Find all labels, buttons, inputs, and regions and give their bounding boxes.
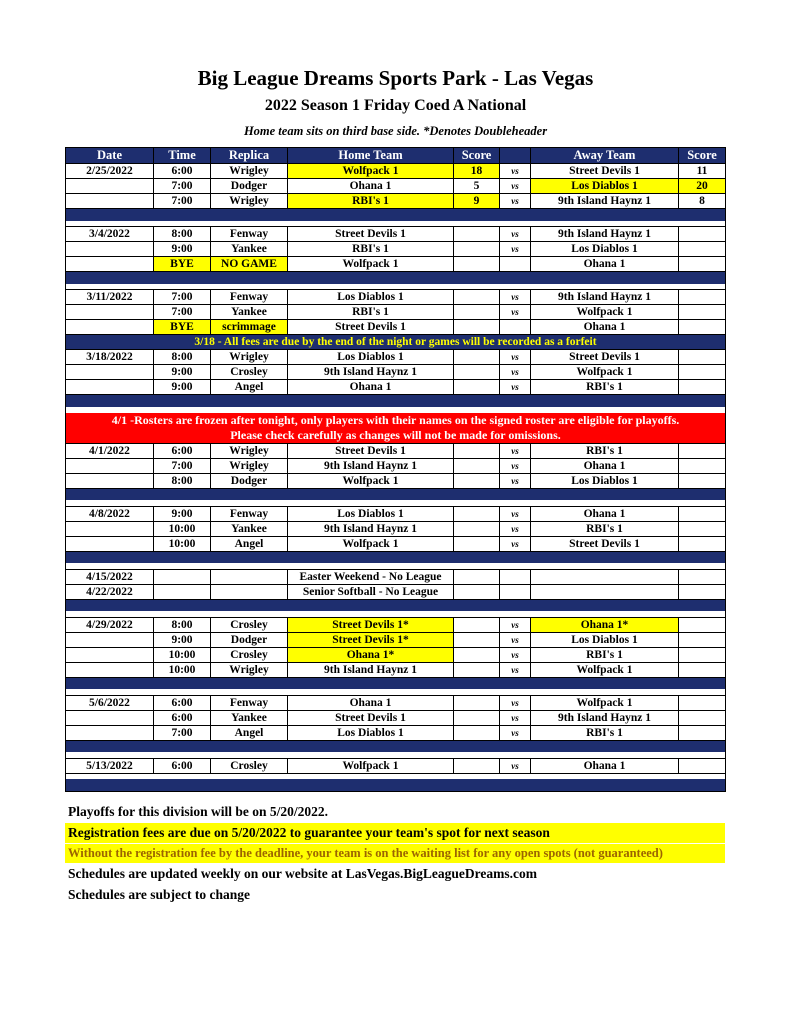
away-score-cell (679, 227, 726, 242)
replica-cell: Yankee (211, 521, 288, 536)
away-score-cell (679, 350, 726, 365)
time-cell: 8:00 (154, 617, 211, 632)
vs-label: vs (500, 242, 531, 257)
away-team-cell: Ohana 1 (531, 758, 679, 773)
separator-row (66, 551, 726, 563)
date-cell (66, 662, 154, 677)
home-team-cell: Street Devils 1* (288, 632, 454, 647)
away-score-cell (679, 647, 726, 662)
separator-bar (66, 272, 726, 284)
vs-label: vs (500, 227, 531, 242)
away-score-cell (679, 617, 726, 632)
vs-label (500, 257, 531, 272)
date-cell: 3/11/2022 (66, 290, 154, 305)
away-team-cell (531, 569, 679, 584)
vs-label: vs (500, 305, 531, 320)
away-score-cell: 8 (679, 194, 726, 209)
home-team-cell: Street Devils 1 (288, 710, 454, 725)
home-team-cell: RBI's 1 (288, 242, 454, 257)
away-team-cell: 9th Island Haynz 1 (531, 290, 679, 305)
time-cell: 9:00 (154, 365, 211, 380)
home-score-cell (454, 569, 500, 584)
game-row (66, 569, 726, 584)
home-score-cell (454, 365, 500, 380)
vs-label: vs (500, 290, 531, 305)
separator-row (66, 677, 726, 689)
away-score-cell (679, 443, 726, 458)
date-cell (66, 536, 154, 551)
home-score-cell: 5 (454, 179, 500, 194)
game-row (66, 443, 726, 458)
roster-banner-row (66, 413, 726, 428)
away-team-cell: Wolfpack 1 (531, 305, 679, 320)
date-cell: 3/4/2022 (66, 227, 154, 242)
game-row (66, 164, 726, 179)
time-cell: 7:00 (154, 194, 211, 209)
home-score-cell (454, 380, 500, 395)
away-score-cell (679, 662, 726, 677)
game-row (66, 305, 726, 320)
away-score-cell (679, 584, 726, 599)
home-score-cell (454, 521, 500, 536)
date-cell (66, 647, 154, 662)
vs-label (500, 569, 531, 584)
vs-label: vs (500, 380, 531, 395)
away-team-cell: RBI's 1 (531, 443, 679, 458)
home-team-cell: 9th Island Haynz 1 (288, 365, 454, 380)
date-cell (66, 305, 154, 320)
vs-label: vs (500, 647, 531, 662)
date-cell (66, 632, 154, 647)
time-cell: 6:00 (154, 164, 211, 179)
vs-label: vs (500, 179, 531, 194)
away-score-cell (679, 242, 726, 257)
home-team-cell: Easter Weekend - No League (288, 569, 454, 584)
home-score-cell (454, 290, 500, 305)
home-team-cell: Wolfpack 1 (288, 758, 454, 773)
away-score-cell (679, 695, 726, 710)
separator-row (66, 209, 726, 221)
replica-cell: Wrigley (211, 662, 288, 677)
home-score-cell (454, 632, 500, 647)
home-team-cell: Ohana 1* (288, 647, 454, 662)
vs-label: vs (500, 617, 531, 632)
home-score-cell (454, 257, 500, 272)
home-score-cell (454, 350, 500, 365)
replica-cell (211, 584, 288, 599)
separator-row (66, 395, 726, 407)
home-team-cell: Los Diablos 1 (288, 725, 454, 740)
home-team-cell: Wolfpack 1 (288, 164, 454, 179)
home-score-cell (454, 320, 500, 335)
game-row (66, 242, 726, 257)
away-score-cell (679, 365, 726, 380)
game-row (66, 584, 726, 599)
vs-label: vs (500, 458, 531, 473)
away-score-cell: 20 (679, 179, 726, 194)
col-header-home-score: Score (454, 148, 500, 164)
date-cell (66, 458, 154, 473)
footer (65, 802, 725, 905)
footer-line: Playoffs for this division will be on 5/20/2022. (68, 803, 329, 819)
away-team-cell: Wolfpack 1 (531, 695, 679, 710)
away-team-cell: Ohana 1* (531, 617, 679, 632)
replica-cell: Wrigley (211, 194, 288, 209)
replica-cell: Wrigley (211, 458, 288, 473)
game-row (66, 536, 726, 551)
date-cell (66, 242, 154, 257)
home-team-cell: Los Diablos 1 (288, 290, 454, 305)
home-score-cell (454, 443, 500, 458)
replica-cell: Yankee (211, 242, 288, 257)
away-score-cell (679, 458, 726, 473)
separator-bar (66, 551, 726, 563)
away-team-cell: Wolfpack 1 (531, 365, 679, 380)
col-header-date: Date (66, 148, 154, 164)
home-score-cell (454, 617, 500, 632)
page-title: Big League Dreams Sports Park - Las Vegas (197, 66, 594, 90)
home-score-cell (454, 695, 500, 710)
vs-label: vs (500, 710, 531, 725)
time-cell: 8:00 (154, 473, 211, 488)
away-score-cell (679, 710, 726, 725)
replica-cell: Fenway (211, 227, 288, 242)
replica-cell: Dodger (211, 632, 288, 647)
replica-cell: Angel (211, 725, 288, 740)
vs-label (500, 584, 531, 599)
home-score-cell (454, 242, 500, 257)
roster-banner: Please check carefully as changes will not be made for omissions. (66, 428, 726, 444)
fees-notice-row (66, 335, 726, 350)
date-cell (66, 365, 154, 380)
time-cell: 7:00 (154, 179, 211, 194)
away-score-cell (679, 506, 726, 521)
home-team-cell: RBI's 1 (288, 194, 454, 209)
game-row (66, 350, 726, 365)
replica-cell: Angel (211, 380, 288, 395)
away-score-cell (679, 473, 726, 488)
date-cell: 5/6/2022 (66, 695, 154, 710)
footer-line: Without the registration fee by the deadline, your team is on the waiting list for any open spots (not guaranteed) (65, 844, 725, 863)
time-cell: 9:00 (154, 506, 211, 521)
time-cell: 8:00 (154, 227, 211, 242)
away-score-cell: 11 (679, 164, 726, 179)
date-cell (66, 320, 154, 335)
time-cell: 6:00 (154, 443, 211, 458)
away-team-cell: Los Diablos 1 (531, 179, 679, 194)
time-cell: 9:00 (154, 380, 211, 395)
home-score-cell (454, 647, 500, 662)
away-team-cell: RBI's 1 (531, 521, 679, 536)
game-row (66, 647, 726, 662)
game-row (66, 632, 726, 647)
time-cell: BYE (154, 257, 211, 272)
away-score-cell (679, 290, 726, 305)
replica-cell: Crosley (211, 365, 288, 380)
replica-cell: Wrigley (211, 164, 288, 179)
time-cell: 7:00 (154, 458, 211, 473)
fees-notice: 3/18 - All fees are due by the end of the night or games will be recorded as a forfeit (66, 335, 726, 350)
separator-row (66, 779, 726, 791)
away-score-cell (679, 521, 726, 536)
date-cell (66, 710, 154, 725)
home-score-cell (454, 506, 500, 521)
vs-label: vs (500, 350, 531, 365)
replica-cell: Angel (211, 536, 288, 551)
date-cell (66, 473, 154, 488)
home-team-cell: Wolfpack 1 (288, 257, 454, 272)
home-score-cell (454, 473, 500, 488)
away-team-cell: RBI's 1 (531, 380, 679, 395)
game-row (66, 695, 726, 710)
home-team-cell: 9th Island Haynz 1 (288, 458, 454, 473)
date-cell (66, 521, 154, 536)
replica-cell: scrimmage (211, 320, 288, 335)
home-team-cell: Senior Softball - No League (288, 584, 454, 599)
col-header-replica: Replica (211, 148, 288, 164)
game-row (66, 473, 726, 488)
home-team-cell: Wolfpack 1 (288, 473, 454, 488)
date-cell (66, 725, 154, 740)
game-row (66, 365, 726, 380)
separator-bar (66, 779, 726, 791)
time-cell: 10:00 (154, 536, 211, 551)
game-row (66, 179, 726, 194)
date-cell: 3/18/2022 (66, 350, 154, 365)
separator-row (66, 599, 726, 611)
vs-label: vs (500, 758, 531, 773)
footer-line: Schedules are updated weekly on our website at LasVegas.BigLeagueDreams.com (68, 865, 538, 881)
home-team-cell: Ohana 1 (288, 179, 454, 194)
vs-label: vs (500, 662, 531, 677)
away-team-cell: RBI's 1 (531, 725, 679, 740)
vs-label: vs (500, 194, 531, 209)
schedule-body (66, 164, 726, 792)
game-row (66, 506, 726, 521)
replica-cell: Wrigley (211, 350, 288, 365)
home-team-cell: Wolfpack 1 (288, 536, 454, 551)
away-team-cell: 9th Island Haynz 1 (531, 227, 679, 242)
separator-bar (66, 677, 726, 689)
home-team-cell: 9th Island Haynz 1 (288, 521, 454, 536)
replica-cell: Dodger (211, 179, 288, 194)
separator-bar (66, 488, 726, 500)
date-cell: 4/22/2022 (66, 584, 154, 599)
time-cell: BYE (154, 320, 211, 335)
game-row (66, 458, 726, 473)
time-cell: 6:00 (154, 695, 211, 710)
vs-label: vs (500, 473, 531, 488)
game-row (66, 290, 726, 305)
away-team-cell: Street Devils 1 (531, 350, 679, 365)
footer-line: Registration fees are due on 5/20/2022 to guarantee your team's spot for next season (65, 823, 725, 843)
date-cell (66, 194, 154, 209)
home-team-cell: Los Diablos 1 (288, 506, 454, 521)
replica-cell: Fenway (211, 290, 288, 305)
game-row (66, 725, 726, 740)
away-team-cell: RBI's 1 (531, 647, 679, 662)
roster-banner-row (66, 428, 726, 444)
time-cell: 6:00 (154, 710, 211, 725)
game-row (66, 227, 726, 242)
date-cell (66, 380, 154, 395)
away-team-cell: Los Diablos 1 (531, 242, 679, 257)
header-row (66, 148, 726, 164)
home-score-cell (454, 662, 500, 677)
home-team-cell: Street Devils 1 (288, 227, 454, 242)
replica-cell: Yankee (211, 710, 288, 725)
home-team-cell: RBI's 1 (288, 305, 454, 320)
time-cell: 7:00 (154, 725, 211, 740)
game-row (66, 758, 726, 773)
home-team-cell: Ohana 1 (288, 380, 454, 395)
home-team-cell: Street Devils 1 (288, 320, 454, 335)
vs-label: vs (500, 536, 531, 551)
separator-bar (66, 209, 726, 221)
date-cell: 4/15/2022 (66, 569, 154, 584)
away-team-cell: Los Diablos 1 (531, 473, 679, 488)
time-cell: 9:00 (154, 242, 211, 257)
game-row (66, 662, 726, 677)
date-cell: 4/8/2022 (66, 506, 154, 521)
separator-row (66, 488, 726, 500)
time-cell: 10:00 (154, 647, 211, 662)
vs-label: vs (500, 632, 531, 647)
schedule-table (65, 147, 726, 792)
game-row (66, 710, 726, 725)
game-row (66, 194, 726, 209)
away-team-cell: 9th Island Haynz 1 (531, 194, 679, 209)
home-team-cell: 9th Island Haynz 1 (288, 662, 454, 677)
away-score-cell (679, 632, 726, 647)
away-score-cell (679, 320, 726, 335)
home-score-cell (454, 458, 500, 473)
time-cell: 7:00 (154, 305, 211, 320)
home-team-cell: Los Diablos 1 (288, 350, 454, 365)
home-score-cell (454, 227, 500, 242)
away-team-cell: Street Devils 1 (531, 536, 679, 551)
home-team-cell: Street Devils 1* (288, 617, 454, 632)
vs-label: vs (500, 365, 531, 380)
home-score-cell: 18 (454, 164, 500, 179)
date-cell: 4/1/2022 (66, 443, 154, 458)
away-score-cell (679, 758, 726, 773)
replica-cell: Crosley (211, 647, 288, 662)
home-score-cell (454, 536, 500, 551)
col-header-away-team: Away Team (531, 148, 679, 164)
time-cell: 7:00 (154, 290, 211, 305)
replica-cell: Crosley (211, 758, 288, 773)
game-row (66, 257, 726, 272)
separator-bar (66, 599, 726, 611)
replica-cell: Fenway (211, 506, 288, 521)
time-cell (154, 584, 211, 599)
home-team-cell: Street Devils 1 (288, 443, 454, 458)
home-score-cell (454, 584, 500, 599)
replica-cell: Fenway (211, 695, 288, 710)
vs-label: vs (500, 443, 531, 458)
away-team-cell: Ohana 1 (531, 320, 679, 335)
away-team-cell: 9th Island Haynz 1 (531, 710, 679, 725)
col-header-home-team: Home Team (288, 148, 454, 164)
time-cell: 9:00 (154, 632, 211, 647)
replica-cell (211, 569, 288, 584)
vs-label: vs (500, 695, 531, 710)
away-team-cell: Wolfpack 1 (531, 662, 679, 677)
vs-label: vs (500, 164, 531, 179)
page-subtitle: 2022 Season 1 Friday Coed A National (264, 97, 527, 114)
separator-row (66, 740, 726, 752)
footer-line: Schedules are subject to change (68, 886, 250, 902)
home-score-cell (454, 758, 500, 773)
time-cell (154, 569, 211, 584)
away-score-cell (679, 257, 726, 272)
date-cell (66, 257, 154, 272)
away-score-cell (679, 380, 726, 395)
date-cell: 4/29/2022 (66, 617, 154, 632)
date-cell: 5/13/2022 (66, 758, 154, 773)
game-row (66, 521, 726, 536)
game-row (66, 380, 726, 395)
vs-label: vs (500, 725, 531, 740)
home-score-cell (454, 305, 500, 320)
away-team-cell: Ohana 1 (531, 458, 679, 473)
separator-bar (66, 395, 726, 407)
time-cell: 10:00 (154, 662, 211, 677)
col-header-vs (500, 148, 531, 164)
time-cell: 8:00 (154, 350, 211, 365)
vs-label: vs (500, 521, 531, 536)
replica-cell: Wrigley (211, 443, 288, 458)
away-team-cell (531, 584, 679, 599)
time-cell: 6:00 (154, 758, 211, 773)
date-cell: 2/25/2022 (66, 164, 154, 179)
home-team-note: Home team sits on third base side. *Denotes Doubleheader (243, 124, 548, 138)
home-score-cell (454, 725, 500, 740)
away-team-cell: Los Diablos 1 (531, 632, 679, 647)
replica-cell: Crosley (211, 617, 288, 632)
away-team-cell: Ohana 1 (531, 257, 679, 272)
home-score-cell (454, 710, 500, 725)
vs-label: vs (500, 506, 531, 521)
game-row (66, 320, 726, 335)
away-score-cell (679, 569, 726, 584)
replica-cell: Yankee (211, 305, 288, 320)
replica-cell: Dodger (211, 473, 288, 488)
replica-cell: NO GAME (211, 257, 288, 272)
time-cell: 10:00 (154, 521, 211, 536)
separator-row (66, 272, 726, 284)
roster-banner: 4/1 -Rosters are frozen after tonight, only players with their names on the signed roster are eligible for playoffs. (66, 413, 726, 428)
home-team-cell: Ohana 1 (288, 695, 454, 710)
col-header-time: Time (154, 148, 211, 164)
vs-label (500, 320, 531, 335)
away-team-cell: Street Devils 1 (531, 164, 679, 179)
separator-bar (66, 740, 726, 752)
date-cell (66, 179, 154, 194)
away-score-cell (679, 536, 726, 551)
away-score-cell (679, 725, 726, 740)
away-score-cell (679, 305, 726, 320)
away-team-cell: Ohana 1 (531, 506, 679, 521)
col-header-away-score: Score (679, 148, 726, 164)
game-row (66, 617, 726, 632)
home-score-cell: 9 (454, 194, 500, 209)
